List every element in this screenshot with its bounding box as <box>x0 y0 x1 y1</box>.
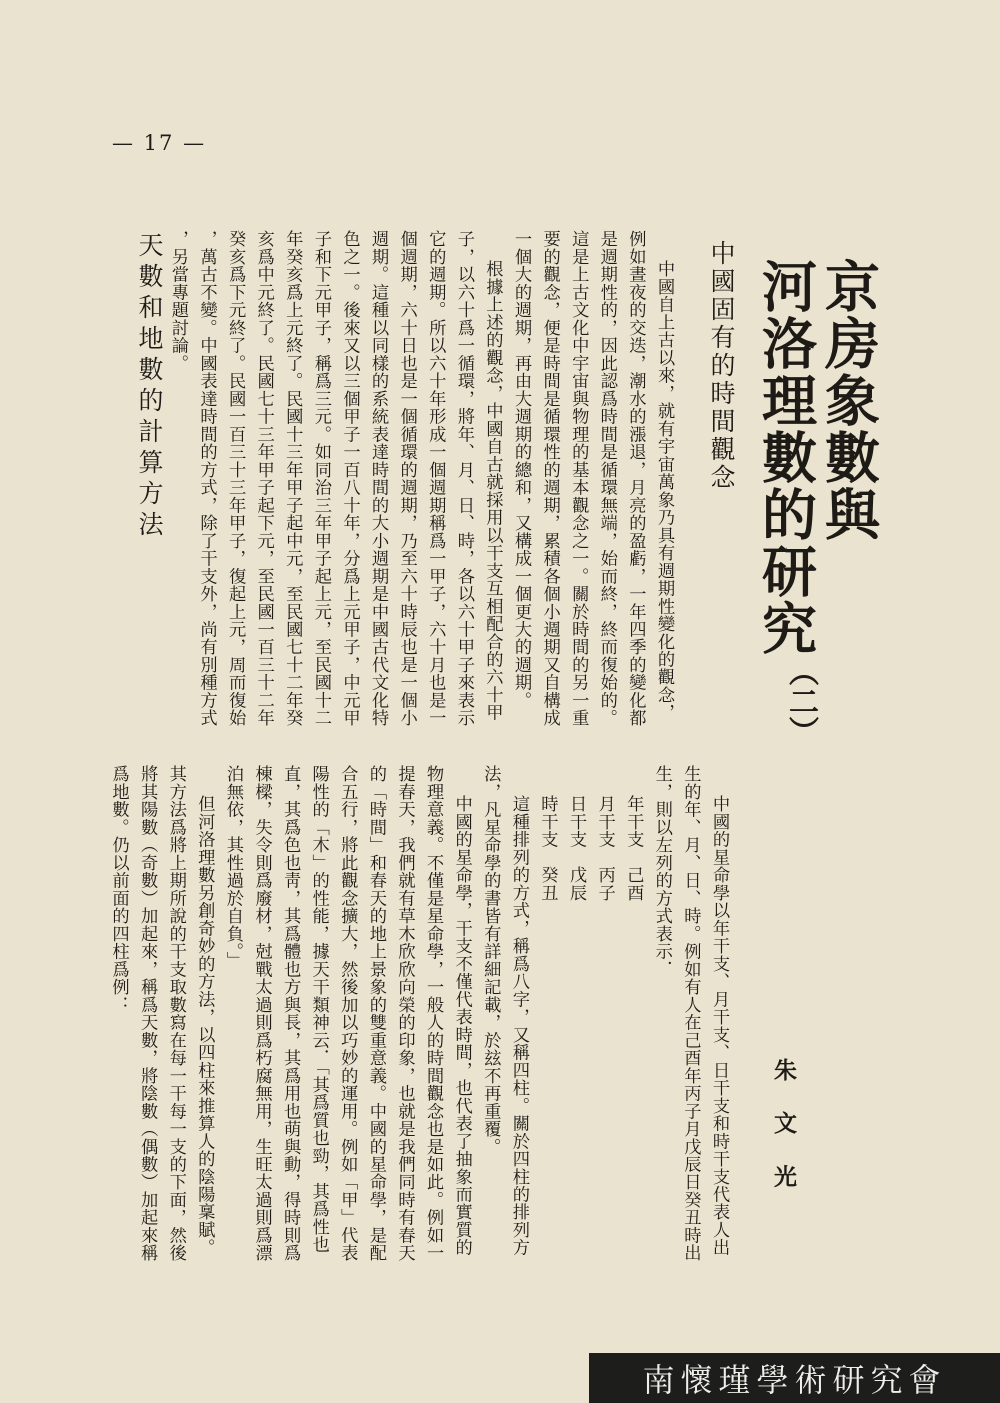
text-column: ，萬古不變。中國表達時間的方式，除了干支外，尚有別種方式 <box>196 230 217 727</box>
lower-body-text <box>104 765 733 1315</box>
pillar-row-day: 日干支 戊辰 <box>566 795 587 902</box>
pillar-row-year: 年干支 己酉 <box>623 795 644 902</box>
text-column: 直，其爲色也靑，其爲體也方與長，其爲用也萌與動，得時則爲 <box>280 765 301 1262</box>
institute-watermark-banner <box>589 1353 1000 1403</box>
author-name: 朱 文 光 <box>770 1058 797 1199</box>
text-column: ，另當專題討論。 <box>167 230 188 372</box>
text-column: 爲地數。仍以前面的四柱爲例： <box>108 765 129 1014</box>
text-column: 個週期，六十日也是一個循環的週期，乃至六十時辰也是一個小 <box>396 230 417 727</box>
upper-body-text <box>163 230 678 727</box>
pillar-row-hour: 時干支 癸丑 <box>537 795 558 902</box>
text-column: 法，凡星命學的書皆有詳細記載，於玆不再重覆。 <box>480 765 501 1156</box>
text-column: 生的年、月、日、時。例如有人在己酉年丙子月戊辰日癸丑時出 <box>680 765 701 1262</box>
text-column: 這是上古文化中宇宙與物理的基本觀念之一。關於時間的另一重 <box>568 230 589 727</box>
text-column: 其方法爲將上期所說的干支取數寫在每一干每一支的下面，然後 <box>165 765 186 1262</box>
text-column: 這種排列的方式，稱爲八字，又稱四柱。關於四柱的排列方 <box>508 795 529 1257</box>
section-heading-heaven-earth-numbers: 天數和地數的計算方法 <box>135 232 164 542</box>
text-column: 物理意義。不僅是星命學，一般人的時間觀念也是如此。例如一 <box>423 765 444 1262</box>
text-column: 中國自上古以來，就有宇宙萬象乃具有週期性變化的觀念， <box>654 260 674 722</box>
text-column: 是週期性的，因此認爲時間是循環無端，始而終，終而復始的。 <box>596 230 617 727</box>
text-column: 色之一。後來又以三個甲子一百八十年，分爲上元甲子，中元甲 <box>339 230 360 727</box>
article-subtitle: （二） <box>783 656 818 746</box>
text-column: 中國的星命學以年干支、月干支、日干支和時干支代表人出 <box>709 795 729 1257</box>
text-column: 但河洛理數另創奇妙的方法，以四柱來推算人的陰陽稟賦。 <box>194 795 215 1257</box>
text-column: 中國的星命學，干支不僅代表時間，也代表了抽象而實質的 <box>451 795 472 1257</box>
text-column: 年癸亥爲上元終了。民國十三年甲子起中元，至民國七十二年癸 <box>282 230 303 727</box>
text-column: 合五行，將此觀念擴大，然後加以巧妙的運用。例如「甲」代表 <box>337 765 358 1262</box>
text-column: 它的週期。所以六十年形成一個週期稱爲一甲子，六十月也是一 <box>425 230 446 727</box>
text-column: 提春天，我們就有草木欣欣向榮的印象，也就是我們同時有春天 <box>394 765 415 1262</box>
article-title-line-1: 京房象數與 <box>816 258 881 543</box>
text-column: 例如晝夜的交迭，潮水的漲退，月亮的盈虧，一年四季的變化都 <box>625 230 646 727</box>
institute-name: 南懷瑾學術研究會 <box>642 1361 947 1399</box>
text-column: 的「時間」和春天的地上景象的雙重意義。中國的星命學，是配 <box>365 765 386 1262</box>
text-column: 要的觀念，便是時間是循環性的週期，累積各個小週期又自構成 <box>539 230 560 727</box>
section-heading-time-concept: 中國固有的時間觀念 <box>707 240 736 492</box>
text-column: 亥爲中元終了。民國七十三年甲子起下元，至民國一百三十二年 <box>253 230 274 727</box>
text-column: 一個大的週期，再由大週期的總和，又構成一個更大的週期。 <box>511 230 532 709</box>
text-column: 子和下元甲子，稱爲三元。如同治三年甲子起上元，至民國十二 <box>310 230 331 727</box>
text-column: 陽性的「木」的性能，據天干類神云．「其爲質也勁，其爲性也 <box>308 765 329 1254</box>
pillar-row-month: 月干支 丙子 <box>594 795 615 902</box>
text-column: 將其陽數（奇數）加起來，稱爲天數，將陰數（偶數）加起來稱 <box>137 765 158 1262</box>
article-title-line-2: 河洛理數的研究 <box>753 258 818 657</box>
text-column: 癸亥爲下元終了。民國一百三十三年甲子，復起上元，周而復始 <box>225 230 246 727</box>
page-number: — 17 — <box>112 131 207 155</box>
text-column: 生，則以左列的方式表示． <box>651 765 672 978</box>
text-column: 週期。這種以同樣的系統表達時間的大小週期是中國古代文化特 <box>368 230 389 727</box>
text-column: 泊無依，其性過於自負。」 <box>222 765 243 970</box>
text-column: 根據上述的觀念，中國自古就採用以干支互相配合的六十甲 <box>482 260 503 722</box>
text-column: 子，以六十爲一循環，將年、月、日、時，各以六十甲子來表示 <box>453 230 474 727</box>
text-column: 棟樑，失令則爲廢材，尅戰太過則爲朽腐無用，生旺太過則爲漂 <box>251 765 272 1262</box>
